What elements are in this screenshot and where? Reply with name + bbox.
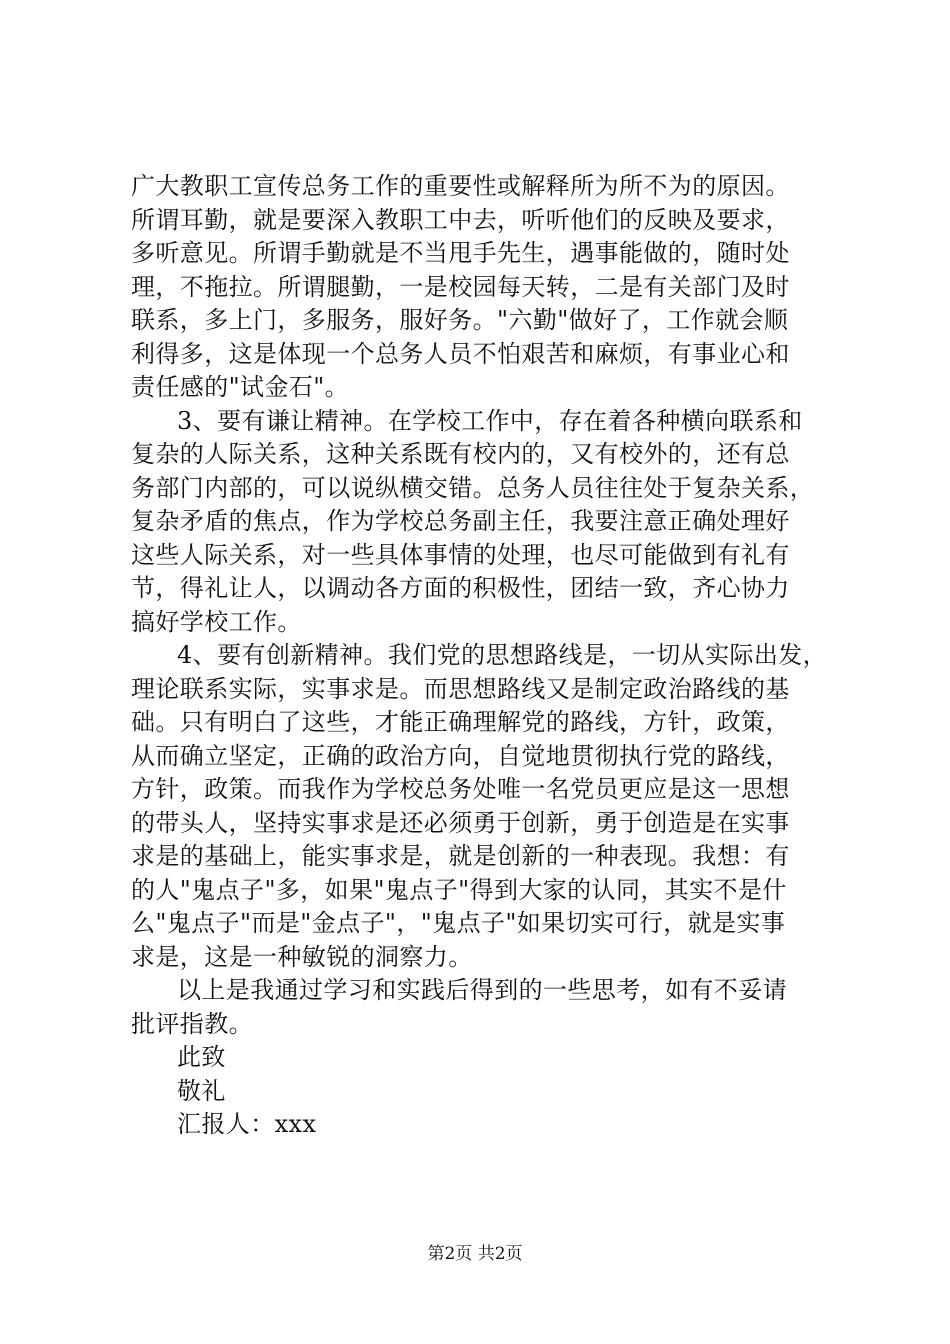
text-line: 方针，政策。而我作为学校总务处唯一名党员更应是这一思想 xyxy=(131,775,790,803)
text-line: 从而确立坚定，正确的政治方向，自觉地贯彻执行党的路线， xyxy=(131,741,790,770)
text-line: 利得多，这是体现一个总务人员不怕艰苦和麻烦，有事业心和 xyxy=(131,339,790,368)
paragraph-start-line: 以上是我通过学习和实践后得到的一些思考，如有不妥请 xyxy=(177,976,787,1004)
text-line: 的带头人，坚持实事求是还必须勇于创新，勇于创造是在实事 xyxy=(131,808,790,837)
text-line: 责任感的"试金石"。 xyxy=(131,373,350,401)
text-line: 的人"鬼点子"多，如果"鬼点子"得到大家的认同，其实不是什 xyxy=(131,875,787,904)
text-line: 批评指教。 xyxy=(131,1009,253,1038)
text-line: 础。只有明白了这些，才能正确理解党的路线，方针，政策， xyxy=(131,708,790,736)
closing-salutation: 此致 xyxy=(177,1043,226,1071)
text-line: 联系，多上门，多服务，服好务。"六勤"做好了，工作就会顺 xyxy=(131,306,789,334)
text-line: 复杂矛盾的焦点，作为学校总务副主任，我要注意正确处理好 xyxy=(131,507,790,535)
paragraph-start-line: 3、要有谦让精神。在学校工作中，存在着各种横向联系和 xyxy=(177,406,803,435)
page-number-footer: 第2页 共2页 xyxy=(427,1244,523,1264)
signature: 汇报人：xxx xyxy=(177,1110,317,1138)
text-line: 求是，这是一种敏锐的洞察力。 xyxy=(131,942,473,971)
text-line: 务部门内部的，可以说纵横交错。总务人员往往处于复杂关系， xyxy=(131,473,815,502)
text-line: 理论联系实际，实事求是。而思想路线又是制定政治路线的基 xyxy=(131,674,790,703)
paragraph-start-line: 4、要有创新精神。我们党的思想路线是，一切从实际出发， xyxy=(177,641,828,669)
text-line: 搞好学校工作。 xyxy=(131,607,302,636)
text-line: 广大教职工宣传总务工作的重要性或解释所为所不为的原因。 xyxy=(131,172,790,200)
text-line: 么"鬼点子"而是"金点子"，"鬼点子"如果切实可行，就是实事 xyxy=(131,909,786,937)
closing-regards: 敬礼 xyxy=(177,1076,226,1105)
text-line: 复杂的人际关系，这种关系既有校内的，又有校外的，还有总 xyxy=(131,440,790,468)
text-line: 求是的基础上，能实事求是，就是创新的一种表现。我想：有 xyxy=(131,842,790,870)
text-line: 所谓耳勤，就是要深入教职工中去，听听他们的反映及要求， xyxy=(131,205,790,234)
text-line: 这些人际关系，对一些具体事情的处理，也尽可能做到有礼有 xyxy=(131,540,790,569)
text-line: 节，得礼让人，以调动各方面的积极性，团结一致，齐心协力 xyxy=(131,574,790,602)
text-line: 理，不拖拉。所谓腿勤，一是校园每天转，二是有关部门及时 xyxy=(131,272,790,301)
document-body xyxy=(131,170,851,1142)
text-line: 多听意见。所谓手勤就是不当甩手先生，遇事能做的，随时处 xyxy=(131,239,790,267)
